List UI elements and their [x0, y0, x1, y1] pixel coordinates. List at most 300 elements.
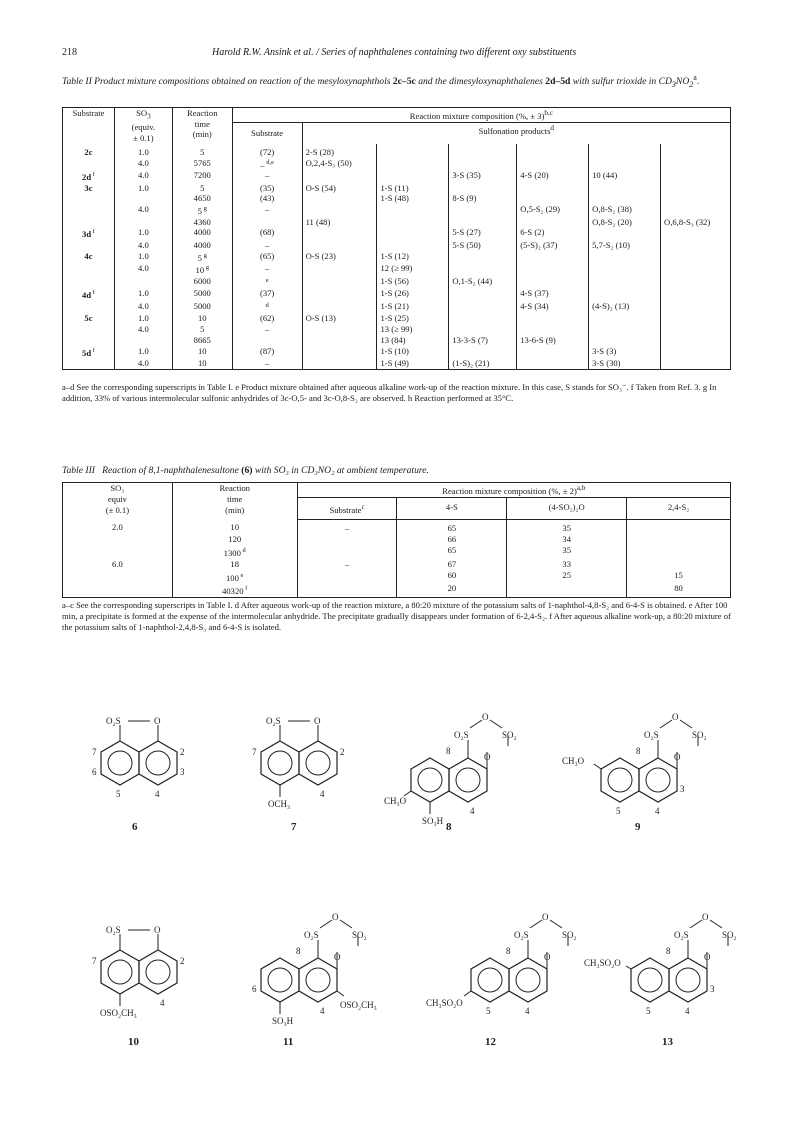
table-cell: 4.0	[114, 170, 172, 183]
table-cell: 6-S (2)	[517, 227, 589, 240]
table-cell: 13 (84)	[377, 335, 449, 346]
label-o2s: O₂S	[514, 930, 529, 940]
table-cell: O,8-S₂ (38)	[589, 204, 661, 217]
table-cell	[232, 335, 302, 346]
label-so2: SO₂	[562, 930, 577, 940]
table-cell: 8665	[172, 335, 232, 346]
footnote-marker: g	[204, 264, 209, 272]
table-cell: –	[297, 559, 397, 570]
table-row	[63, 193, 731, 204]
table-cell: 2.0	[63, 519, 173, 534]
table-cell	[627, 545, 731, 559]
label-o: O	[674, 752, 681, 762]
table-cell	[589, 324, 661, 335]
label-pos: 4	[320, 1006, 325, 1016]
table-cell: 4000	[172, 240, 232, 251]
table-cell: (65)	[232, 251, 302, 264]
table-cell	[377, 227, 449, 240]
table-cell: O-S (54)	[302, 183, 377, 194]
table-cell: 1-S (26)	[377, 288, 449, 301]
caption-text: with sulfur trioxide in CD	[572, 76, 672, 88]
table-cell	[517, 276, 589, 289]
th-composition-sup: b,c	[544, 109, 553, 117]
label-pos: 8	[506, 946, 511, 956]
table-cell: 5d $^f$	[63, 346, 115, 359]
table-cell	[449, 158, 517, 171]
label-ch3so2o: CH₃SO₂O	[426, 998, 463, 1008]
table-cell	[661, 324, 731, 335]
label-so2: SO₂	[722, 930, 737, 940]
table-cell	[449, 217, 517, 228]
table-cell	[517, 324, 589, 335]
label-ch3so2o: CH₃SO₂O	[584, 958, 621, 968]
table-cell	[589, 288, 661, 301]
table-cell	[297, 583, 397, 597]
th-so3-sub: 3	[147, 112, 151, 121]
structure-10	[92, 925, 185, 1018]
table-cell	[589, 183, 661, 194]
page-number: 218	[62, 47, 77, 58]
label-so3h: SO₃H	[272, 1016, 294, 1026]
table3-caption	[62, 465, 732, 477]
table-cell	[63, 204, 115, 217]
table-cell	[114, 276, 172, 289]
table-cell: 12 (≥ 99)	[377, 263, 449, 276]
table-cell: 4-S (20)	[517, 170, 589, 183]
table-row	[63, 276, 731, 289]
table-cell: 1-S (56)	[377, 276, 449, 289]
table-cell: 3-S (30)	[589, 358, 661, 369]
table-row	[63, 545, 731, 559]
footnote-marker: f	[91, 171, 95, 179]
table-cell: 40320 $^f$	[172, 583, 297, 597]
table-cell: O-S (23)	[302, 251, 377, 264]
caption-text: with SO₃ in CD₃NO₂ at ambient temperature.	[254, 465, 429, 476]
table-cell	[517, 217, 589, 228]
table-cell	[661, 313, 731, 324]
table-cell: 1.0	[114, 227, 172, 240]
compound-label-12: 12	[485, 1036, 496, 1048]
table-cell: 11 (48)	[302, 217, 377, 228]
footnote-marker: e	[265, 276, 269, 284]
table-cell	[449, 144, 517, 158]
label-o: O	[702, 912, 709, 922]
th-sulfonation	[302, 122, 730, 140]
table-cell	[377, 217, 449, 228]
table-cell: 5000	[172, 301, 232, 314]
table-row	[63, 570, 731, 584]
table-row	[63, 534, 731, 545]
table-cell	[507, 583, 627, 597]
table-cell: 5,7-S₂ (10)	[589, 240, 661, 251]
label-o2s: O₂S	[266, 716, 281, 726]
label-o: O	[482, 712, 489, 722]
table-cell	[517, 144, 589, 158]
label-o: O	[484, 752, 491, 762]
table-cell: 4.0	[114, 263, 172, 276]
table-cell	[449, 324, 517, 335]
footnote-marker: e	[238, 571, 244, 579]
table-cell	[661, 288, 731, 301]
table-cell: 1.0	[114, 183, 172, 194]
t3-th-time: time	[227, 494, 243, 504]
table-cell	[63, 240, 115, 251]
label-pos: 4	[685, 1006, 690, 1016]
table-row	[63, 227, 731, 240]
table-cell	[661, 251, 731, 264]
table-cell: 1.0	[114, 313, 172, 324]
table-cell: –	[232, 204, 302, 217]
table-cell	[589, 276, 661, 289]
table-row	[63, 583, 731, 597]
table-cell	[449, 183, 517, 194]
table-row	[63, 519, 731, 534]
table-cell	[302, 358, 377, 369]
caption-bold: 2d–5d	[545, 76, 571, 88]
chemical-structures	[60, 700, 750, 1100]
label-o2s: O₂S	[304, 930, 319, 940]
table-cell: 4.0	[114, 301, 172, 314]
table-cell	[114, 335, 172, 346]
label-pos: 4	[655, 806, 660, 816]
table-cell: 1-S (21)	[377, 301, 449, 314]
table-cell	[377, 158, 449, 171]
table-cell	[517, 158, 589, 171]
structure-12	[426, 912, 577, 1016]
table-cell: 10 $^g$	[172, 263, 232, 276]
label-o: O	[332, 912, 339, 922]
table-cell: 120	[172, 534, 297, 545]
table-cell	[302, 301, 377, 314]
caption-text: and the dimesyloxynaphthalenes	[418, 76, 543, 88]
compound-label-13: 13	[662, 1036, 673, 1048]
table-row	[63, 158, 731, 171]
table-cell: 67	[397, 559, 507, 570]
table-cell	[449, 288, 517, 301]
table-cell: 5-S (27)	[449, 227, 517, 240]
table-cell: 1.0	[114, 346, 172, 359]
table-cell: 20	[397, 583, 507, 597]
table-cell	[377, 204, 449, 217]
footnote-marker: d,e	[264, 158, 274, 166]
table3	[62, 482, 731, 598]
table-cell: –	[232, 358, 302, 369]
table-cell: 5	[172, 324, 232, 335]
table-cell	[302, 204, 377, 217]
compound-label-11: 11	[283, 1036, 294, 1048]
table-row	[63, 170, 731, 183]
table-cell	[661, 193, 731, 204]
table-cell: 5765	[172, 158, 232, 171]
table2-caption: Table II Product mixture compositions obtained on reaction of the mesyloxynaphthols 2c–5c and the dimesyloxynaphthalenes 2d–5d with sulfur trioxide in $CD_3NO_2^a$.	[62, 73, 700, 90]
table-cell: 5 $^g$	[172, 251, 232, 264]
table-cell: 6000	[172, 276, 232, 289]
table-cell	[63, 158, 115, 171]
table-row	[63, 240, 731, 251]
table-cell	[589, 158, 661, 171]
caption-text: NO	[675, 76, 690, 88]
table-cell: 8-S (9)	[449, 193, 517, 204]
table-cell: 1.0	[114, 144, 172, 158]
label-o: O	[672, 712, 679, 722]
label-pos: 2	[180, 747, 185, 757]
table-cell: (37)	[232, 288, 302, 301]
t3-th-so3-text: SO₃	[110, 483, 125, 493]
table-cell	[297, 545, 397, 559]
table-row	[63, 335, 731, 346]
table-cell: 80	[627, 583, 731, 597]
table-row	[63, 204, 731, 217]
table-cell	[661, 183, 731, 194]
label-so2: SO₂	[502, 730, 517, 740]
table2-footnote: a–d See the corresponding superscripts in Table I. e Product mixture obtained after aqueous alkaline work-up of the reaction mixture. In this case, S stands for SO₃⁻. f Taken from Ref. 3. g In addition, 33% of various intermolecular sulfonic anhydrides of 3c-O,5- and 3c-O,8-S₂ are observed. h Reaction performed at 35°C.	[62, 382, 717, 403]
label-pos: 4	[525, 1006, 530, 1016]
t3-th-composition-sup: a,b	[576, 484, 586, 492]
t3-th-reaction-text: Reaction	[219, 483, 250, 493]
label-o: O	[154, 716, 161, 726]
table-cell	[302, 170, 377, 183]
table-cell: 1-S (25)	[377, 313, 449, 324]
table-cell	[661, 335, 731, 346]
compound-label-7: 7	[291, 821, 297, 833]
label-so3h: SO₃H	[422, 816, 444, 826]
t3-th-substrate-sup: c	[361, 502, 365, 511]
caption-sup: a	[693, 73, 697, 82]
table-cell	[63, 263, 115, 276]
table-cell: (4-S)₂ (13)	[589, 301, 661, 314]
table-cell	[449, 313, 517, 324]
table-cell	[63, 570, 173, 584]
table-cell	[517, 358, 589, 369]
table-cell	[449, 204, 517, 217]
table-cell	[517, 193, 589, 204]
table-row	[63, 251, 731, 264]
t3-th-substrate-text: Substrate	[329, 504, 362, 515]
table-cell	[302, 276, 377, 289]
table-cell: (43)	[232, 193, 302, 204]
table-cell: 66	[397, 534, 507, 545]
table-cell: 4360	[172, 217, 232, 228]
table-cell	[589, 263, 661, 276]
table-cell: (62)	[232, 313, 302, 324]
table-cell	[377, 240, 449, 251]
table-cell: O-S (13)	[302, 313, 377, 324]
table-cell: 5	[172, 183, 232, 194]
table-cell	[449, 346, 517, 359]
label-pos: 3	[710, 984, 715, 994]
table-cell: –	[232, 263, 302, 276]
t3-th-substrate	[297, 497, 397, 519]
footnote-marker: f	[243, 585, 248, 593]
table-cell: 35	[507, 519, 627, 534]
table-cell: 1-S (49)	[377, 358, 449, 369]
table-cell: 60	[397, 570, 507, 584]
table-cell: 10	[172, 519, 297, 534]
table2-body	[63, 144, 731, 369]
table-cell: (72)	[232, 144, 302, 158]
table-cell: 4-S (34)	[517, 301, 589, 314]
footnote-marker: d	[240, 546, 246, 554]
table-cell: 25	[507, 570, 627, 584]
t3-th-pm: (± 0.1)	[105, 505, 130, 515]
table-cell: 4-S (37)	[517, 288, 589, 301]
table-row	[63, 358, 731, 369]
table-cell: 4000	[172, 227, 232, 240]
t3-th-4s: 4-S	[397, 497, 507, 519]
label-pos: 3	[180, 767, 185, 777]
table-cell	[589, 313, 661, 324]
table-cell: (35)	[232, 183, 302, 194]
label-pos: 5	[646, 1006, 651, 1016]
t3-th-composition	[297, 483, 730, 498]
table-cell: 4.0	[114, 204, 172, 217]
label-pos: 6	[92, 767, 97, 777]
label-o2s: O₂S	[674, 930, 689, 940]
structure-7	[252, 716, 345, 809]
table-cell: O,2,4-S₃ (50)	[302, 158, 377, 171]
table-row	[63, 346, 731, 359]
label-pos: 8	[666, 946, 671, 956]
table-cell	[661, 358, 731, 369]
table-cell: 1-S (48)	[377, 193, 449, 204]
table-cell: 4d $^f$	[63, 288, 115, 301]
th-pm: ± 0.1)	[133, 133, 154, 144]
label-o2s: O₂S	[106, 716, 121, 726]
table-cell: 5	[172, 144, 232, 158]
table-cell	[63, 545, 173, 559]
table3-label: Table III	[62, 465, 95, 476]
table-cell	[449, 301, 517, 314]
table-row	[63, 144, 731, 158]
table-cell	[302, 227, 377, 240]
table3-body	[63, 519, 731, 598]
structure-11	[252, 912, 377, 1026]
table-cell: – $^{d,e}$	[232, 158, 302, 171]
compound-label-8: 8	[446, 821, 452, 833]
table-cell	[661, 263, 731, 276]
label-o2s: O₂S	[454, 730, 469, 740]
footnote-marker: g	[201, 205, 207, 213]
label-pos: 6	[252, 984, 257, 994]
table-cell: (87)	[232, 346, 302, 359]
label-o: O	[314, 716, 321, 726]
table-cell: 65	[397, 545, 507, 559]
label-pos: 4	[470, 806, 475, 816]
table-cell	[63, 276, 115, 289]
th-composition	[232, 108, 730, 123]
table-cell: 4.0	[114, 240, 172, 251]
table-cell	[627, 559, 731, 570]
table-cell: 15	[627, 570, 731, 584]
th-sulfonation-text: Sulfonation products	[478, 125, 551, 136]
label-o: O	[704, 952, 711, 962]
label-pos: 5	[616, 806, 621, 816]
th-substrate-col: Substrate	[232, 122, 302, 144]
table-cell: 5c	[63, 313, 115, 324]
th-composition-text: Reaction mixture composition (%, ± 3)	[409, 110, 545, 121]
table-cell	[661, 276, 731, 289]
table-row	[63, 301, 731, 314]
table-cell	[661, 346, 731, 359]
table-cell: 3c	[63, 183, 115, 194]
label-pos: 7	[92, 956, 97, 966]
table-cell	[517, 263, 589, 276]
table-cell	[63, 583, 173, 597]
table-cell: 5000	[172, 288, 232, 301]
table-cell	[232, 301, 302, 314]
table-cell: 3-S (3)	[589, 346, 661, 359]
table-cell: 10	[172, 313, 232, 324]
label-pos: 2	[180, 956, 185, 966]
table-cell: 6.0	[63, 559, 173, 570]
table-cell: 4.0	[114, 324, 172, 335]
label-pos: 5	[116, 789, 121, 799]
table-cell: 2-S (28)	[302, 144, 377, 158]
label-so2: SO₂	[692, 730, 707, 740]
table-cell: 4c	[63, 251, 115, 264]
table-cell	[627, 519, 731, 534]
table-cell	[517, 346, 589, 359]
label-pos: 8	[296, 946, 301, 956]
table-cell	[517, 313, 589, 324]
th-substrate: Substrate	[63, 108, 115, 144]
label-pos: 7	[92, 747, 97, 757]
table-cell: O,6,8-S₃ (32)	[661, 217, 731, 228]
label-pos: 2	[340, 747, 345, 757]
table-cell: 4.0	[114, 358, 172, 369]
table-cell: 18	[172, 559, 297, 570]
table-cell	[449, 263, 517, 276]
table-cell	[302, 288, 377, 301]
table-cell	[232, 276, 302, 289]
table-cell	[302, 335, 377, 346]
t3-th-24s2: 2,4-S₂	[627, 497, 731, 519]
table-row	[63, 313, 731, 324]
table-cell: 1.0	[114, 251, 172, 264]
structure-13	[584, 912, 737, 1016]
table-cell	[302, 240, 377, 251]
label-o: O	[544, 952, 551, 962]
table-cell	[589, 335, 661, 346]
table-cell	[377, 170, 449, 183]
table-cell: O,1-S₂ (44)	[449, 276, 517, 289]
table-row	[63, 288, 731, 301]
table-cell	[661, 158, 731, 171]
table-cell: O,8-S₂ (20)	[589, 217, 661, 228]
table-cell	[661, 301, 731, 314]
th-so3	[114, 108, 172, 144]
table-cell	[114, 217, 172, 228]
t3-th-min: (min)	[225, 505, 245, 515]
table-cell	[589, 144, 661, 158]
table-cell: (5-S)₂ (37)	[517, 240, 589, 251]
table-cell	[63, 358, 115, 369]
caption-text: Product mixture compositions obtained on reaction of the mesyloxynaphthols	[94, 76, 391, 88]
th-sulfonation-sup: d	[550, 123, 554, 132]
table-row	[63, 324, 731, 335]
table-cell	[232, 217, 302, 228]
table-cell: 5 $^g$	[172, 204, 232, 217]
caption-bold: 2c–5c	[392, 76, 416, 88]
th-min: (min)	[192, 129, 212, 140]
table-cell	[302, 346, 377, 359]
table-cell: 4650	[172, 193, 232, 204]
compound-label-9: 9	[635, 821, 641, 833]
footnote-marker: f	[91, 228, 95, 236]
label-ch3o: CH₃O	[562, 756, 585, 766]
table-cell: 10 (44)	[589, 170, 661, 183]
compound-label-10: 10	[128, 1036, 139, 1048]
